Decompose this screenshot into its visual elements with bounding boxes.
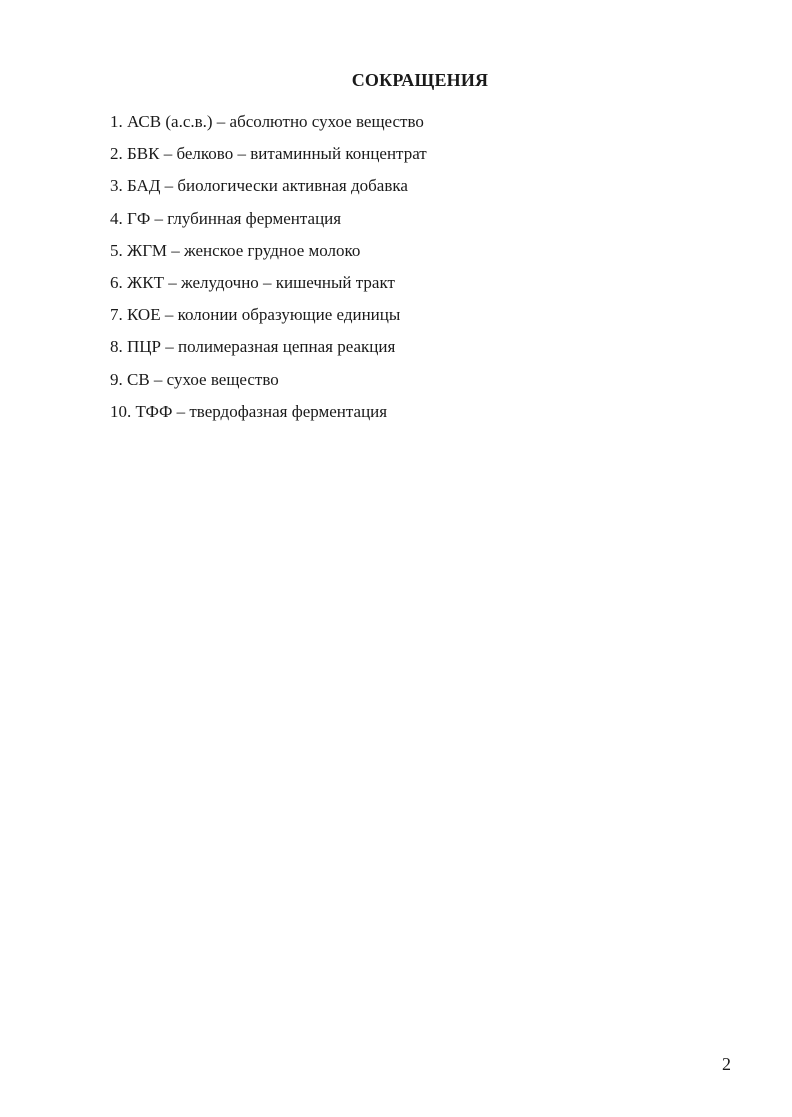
abbreviation-item: 7. КОЕ – колонии образующие единицы (110, 305, 401, 325)
abbreviation-item: 2. БВК – белково – витаминный концентрат (110, 144, 427, 164)
page-title: СОКРАЩЕНИЯ (351, 70, 489, 90)
page-number: 2 (722, 1054, 731, 1074)
abbreviation-item: 6. ЖКТ – желудочно – кишечный тракт (110, 272, 395, 292)
abbreviation-item: 3. БАД – биологически активная добавка (110, 176, 408, 196)
abbreviation-item: 8. ПЦР – полимеразная цепная реакция (110, 337, 396, 357)
abbreviation-item: 5. ЖГМ – женское грудное молоко (110, 240, 361, 260)
abbreviation-item: 1. АСВ (а.с.в.) – абсолютно сухое вещество (110, 112, 424, 131)
abbreviations-list (110, 109, 427, 431)
abbreviation-item: 4. ГФ – глубинная ферментация (110, 208, 342, 228)
abbreviation-item: 10. ТФФ – твердофазная ферментация (110, 401, 388, 421)
abbreviation-item: 9. СВ – сухое вещество (110, 369, 279, 389)
